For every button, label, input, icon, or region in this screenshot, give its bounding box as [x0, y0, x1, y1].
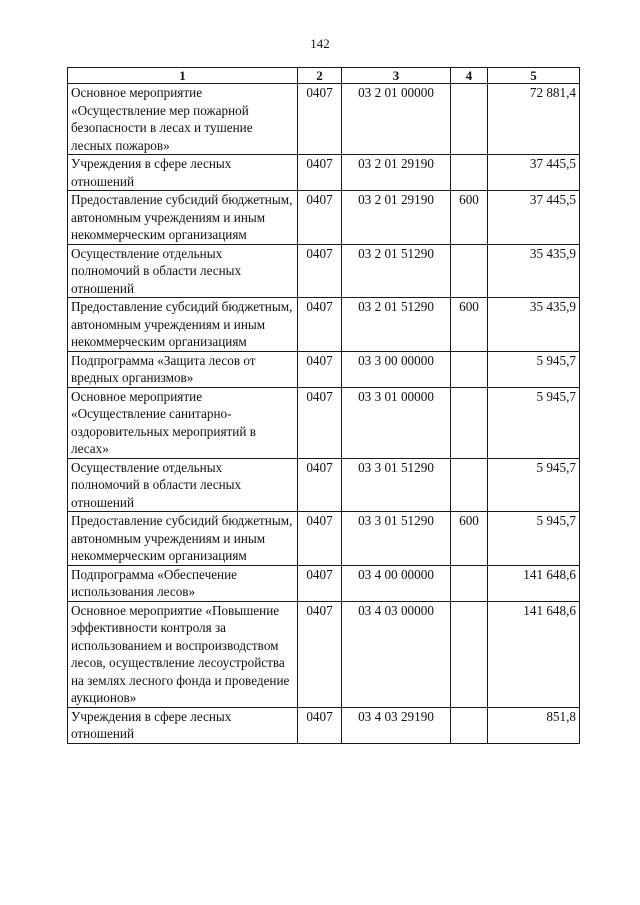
row-code: 03 4 03 29190 [342, 707, 451, 743]
row-amount: 851,8 [488, 707, 580, 743]
column-header-4: 4 [451, 68, 488, 84]
table-row [68, 601, 580, 707]
column-header-2: 2 [298, 68, 342, 84]
row-section: 0407 [298, 191, 342, 245]
table-row [68, 155, 580, 191]
row-code: 03 3 01 51290 [342, 458, 451, 512]
row-code: 03 3 01 00000 [342, 387, 451, 458]
row-amount: 5 945,7 [488, 351, 580, 387]
row-section: 0407 [298, 155, 342, 191]
table-header-row [68, 68, 580, 84]
table-row [68, 387, 580, 458]
row-code: 03 2 01 51290 [342, 244, 451, 298]
row-code: 03 2 01 29190 [342, 191, 451, 245]
table-row [68, 298, 580, 352]
row-name: Осуществление отдельных полномочий в области лесных отношений [68, 244, 298, 298]
column-header-1: 1 [68, 68, 298, 84]
row-type: 600 [451, 512, 488, 566]
row-name: Учреждения в сфере лесных отношений [68, 155, 298, 191]
row-type [451, 84, 488, 155]
row-section: 0407 [298, 244, 342, 298]
row-amount: 5 945,7 [488, 512, 580, 566]
row-name: Учреждения в сфере лесных отношений [68, 707, 298, 743]
row-code: 03 3 01 51290 [342, 512, 451, 566]
row-amount: 35 435,9 [488, 244, 580, 298]
row-name: Предоставление субсидий бюджетным, автономным учреждениям и иным некоммерческим организациям [68, 298, 298, 352]
row-amount: 35 435,9 [488, 298, 580, 352]
table-row [68, 512, 580, 566]
table-row [68, 458, 580, 512]
row-section: 0407 [298, 601, 342, 707]
row-amount: 72 881,4 [488, 84, 580, 155]
row-section: 0407 [298, 512, 342, 566]
page-number: 142 [310, 36, 330, 51]
row-type: 600 [451, 191, 488, 245]
row-name: Подпрограмма «Обеспечение использования лесов» [68, 565, 298, 601]
column-header-3: 3 [342, 68, 451, 84]
row-amount: 5 945,7 [488, 387, 580, 458]
row-amount: 141 648,6 [488, 601, 580, 707]
table-row [68, 565, 580, 601]
row-section: 0407 [298, 707, 342, 743]
table-row [68, 191, 580, 245]
table-row [68, 84, 580, 155]
row-name: Основное мероприятие «Осуществление санитарно-оздоровительных мероприятий в лесах» [68, 387, 298, 458]
row-type [451, 601, 488, 707]
column-header-5: 5 [488, 68, 580, 84]
row-amount: 37 445,5 [488, 155, 580, 191]
row-code: 03 2 01 51290 [342, 298, 451, 352]
row-name: Осуществление отдельных полномочий в области лесных отношений [68, 458, 298, 512]
row-type [451, 351, 488, 387]
row-amount: 37 445,5 [488, 191, 580, 245]
row-type [451, 387, 488, 458]
row-type [451, 244, 488, 298]
row-amount: 141 648,6 [488, 565, 580, 601]
table-row [68, 244, 580, 298]
row-name: Подпрограмма «Защита лесов от вредных организмов» [68, 351, 298, 387]
budget-table [67, 67, 580, 744]
row-type: 600 [451, 298, 488, 352]
row-section: 0407 [298, 351, 342, 387]
row-name: Основное мероприятие «Повышение эффективности контроля за использованием и воспроизводством лесов, осуществление лесоустройства на землях лесного фонда и проведение аукционов» [68, 601, 298, 707]
row-type [451, 707, 488, 743]
row-type [451, 458, 488, 512]
row-name: Основное мероприятие «Осуществление мер пожарной безопасности в лесах и тушение лесных пожаров» [68, 84, 298, 155]
row-code: 03 4 03 00000 [342, 601, 451, 707]
row-name: Предоставление субсидий бюджетным, автономным учреждениям и иным некоммерческим организациям [68, 512, 298, 566]
row-section: 0407 [298, 387, 342, 458]
row-code: 03 4 00 00000 [342, 565, 451, 601]
table-row [68, 351, 580, 387]
row-code: 03 2 01 29190 [342, 155, 451, 191]
row-section: 0407 [298, 565, 342, 601]
row-section: 0407 [298, 298, 342, 352]
row-code: 03 2 01 00000 [342, 84, 451, 155]
row-section: 0407 [298, 458, 342, 512]
row-amount: 5 945,7 [488, 458, 580, 512]
row-type [451, 155, 488, 191]
row-code: 03 3 00 00000 [342, 351, 451, 387]
row-section: 0407 [298, 84, 342, 155]
row-type [451, 565, 488, 601]
table-row [68, 707, 580, 743]
row-name: Предоставление субсидий бюджетным, автономным учреждениям и иным некоммерческим организациям [68, 191, 298, 245]
